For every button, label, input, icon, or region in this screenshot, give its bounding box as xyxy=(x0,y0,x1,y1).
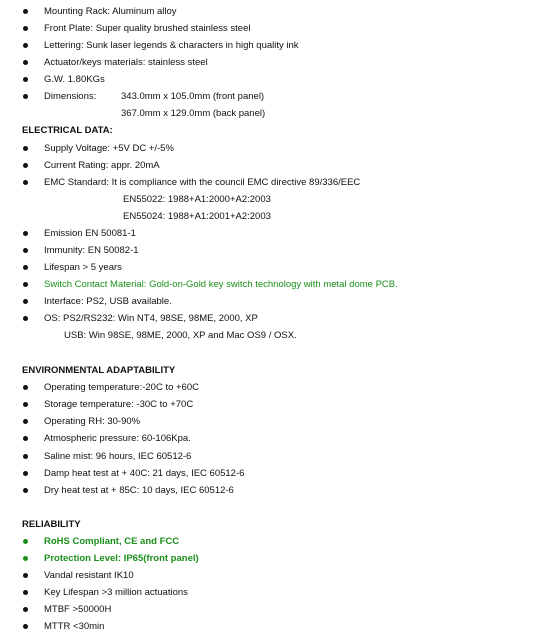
bullet-icon xyxy=(23,94,28,99)
spec-emc-standard: EMC Standard: It is compliance with the council EMC directive 89/336/EEC xyxy=(44,177,361,188)
spec-switch-contact: Switch Contact Material: Gold-on-Gold key switch technology with metal dome PCB. xyxy=(44,279,398,290)
bullet-icon xyxy=(23,180,28,185)
spec-atmospheric-pressure: Atmospheric pressure: 60-106Kpa. xyxy=(44,433,191,444)
list-item xyxy=(0,88,559,105)
spec-protection-level: Protection Level: IP65(front panel) xyxy=(44,553,199,564)
bullet-icon xyxy=(23,146,28,151)
bullet-icon xyxy=(23,163,28,168)
bullet-icon xyxy=(23,419,28,424)
bullet-icon xyxy=(23,9,28,14)
bullet-icon xyxy=(23,539,28,544)
section-heading-environmental xyxy=(0,362,559,379)
spec-rohs: RoHS Compliant, CE and FCC xyxy=(44,536,180,547)
spec-supply-voltage: Supply Voltage: +5V DC +/-5% xyxy=(44,143,174,154)
section-heading-electrical xyxy=(0,122,559,139)
spec-storage-temperature: Storage temperature: -30C to +70C xyxy=(44,399,194,410)
bullet-icon xyxy=(23,248,28,253)
list-item-continuation xyxy=(0,327,559,344)
spec-damp-heat: Damp heat test at + 40C: 21 days, IEC 60512-6 xyxy=(44,468,245,479)
section-heading-reliability xyxy=(0,516,559,533)
bullet-icon xyxy=(23,77,28,82)
spec-current-rating: Current Rating: appr. 20mA xyxy=(44,160,160,171)
section-heading: ELECTRICAL DATA: xyxy=(22,125,113,136)
spec-mounting-rack: Mounting Rack: Aluminum alloy xyxy=(44,6,177,17)
spec-en55024: EN55024: 1988+A1:2001+A2:2003 xyxy=(123,211,271,222)
bullet-icon xyxy=(23,26,28,31)
bullet-icon xyxy=(23,607,28,612)
spec-mtbf: MTBF >50000H xyxy=(44,604,112,615)
bullet-icon xyxy=(23,316,28,321)
spec-emission: Emission EN 50081-1 xyxy=(44,228,136,239)
bullet-icon xyxy=(23,282,28,287)
bullet-icon xyxy=(23,436,28,441)
spec-vandal-resistant: Vandal resistant IK10 xyxy=(44,570,134,581)
bullet-icon xyxy=(23,454,28,459)
bullet-icon xyxy=(23,60,28,65)
spec-actuator: Actuator/keys materials: stainless steel xyxy=(44,57,208,68)
list-item-continuation xyxy=(0,208,559,225)
spec-en55022: EN55022: 1988+A1:2000+A2:2003 xyxy=(123,194,271,205)
bullet-icon xyxy=(23,573,28,578)
spec-saline-mist: Saline mist: 96 hours, IEC 60512-6 xyxy=(44,451,192,462)
bullet-icon xyxy=(23,265,28,270)
bullet-icon xyxy=(23,299,28,304)
spec-operating-temperature: Operating temperature:-20C to +60C xyxy=(44,382,199,393)
spec-dimensions-front: 343.0mm x 105.0mm (front panel) xyxy=(121,91,265,102)
spec-operating-rh: Operating RH: 30-90% xyxy=(44,416,141,427)
bullet-icon xyxy=(23,385,28,390)
bullet-icon xyxy=(23,624,28,629)
spec-front-plate: Front Plate: Super quality brushed stainless steel xyxy=(44,23,251,34)
spec-key-lifespan: Key Lifespan >3 million actuations xyxy=(44,587,188,598)
bullet-icon xyxy=(23,471,28,476)
bullet-icon xyxy=(23,488,28,493)
spec-lettering: Lettering: Sunk laser legends & characters in high quality ink xyxy=(44,40,299,51)
spec-os-usb: USB: Win 98SE, 98ME, 2000, XP and Mac OS9 / OSX. xyxy=(64,330,297,341)
bullet-icon xyxy=(23,590,28,595)
spec-dimensions-label: Dimensions: xyxy=(44,91,97,102)
spec-lifespan: Lifespan > 5 years xyxy=(44,262,122,273)
section-heading: RELIABILITY xyxy=(22,519,81,530)
spec-dry-heat: Dry heat test at + 85C: 10 days, IEC 60512-6 xyxy=(44,485,234,496)
spec-os-ps2: OS: PS2/RS232: Win NT4, 98SE, 98ME, 2000, XP xyxy=(44,313,258,324)
bullet-icon xyxy=(23,402,28,407)
bullet-icon xyxy=(23,556,28,561)
spec-mttr: MTTR <30min xyxy=(44,621,105,632)
bullet-icon xyxy=(23,43,28,48)
spec-immunity: Immunity: EN 50082-1 xyxy=(44,245,139,256)
list-item-continuation xyxy=(0,105,559,122)
bullet-icon xyxy=(23,231,28,236)
spec-gross-weight: G.W. 1.80KGs xyxy=(44,74,105,85)
list-item-continuation xyxy=(0,191,559,208)
spec-interface: Interface: PS2, USB available. xyxy=(44,296,172,307)
section-heading: ENVIRONMENTAL ADAPTABILITY xyxy=(22,365,176,376)
spec-dimensions-back: 367.0mm x 129.0mm (back panel) xyxy=(121,108,266,119)
